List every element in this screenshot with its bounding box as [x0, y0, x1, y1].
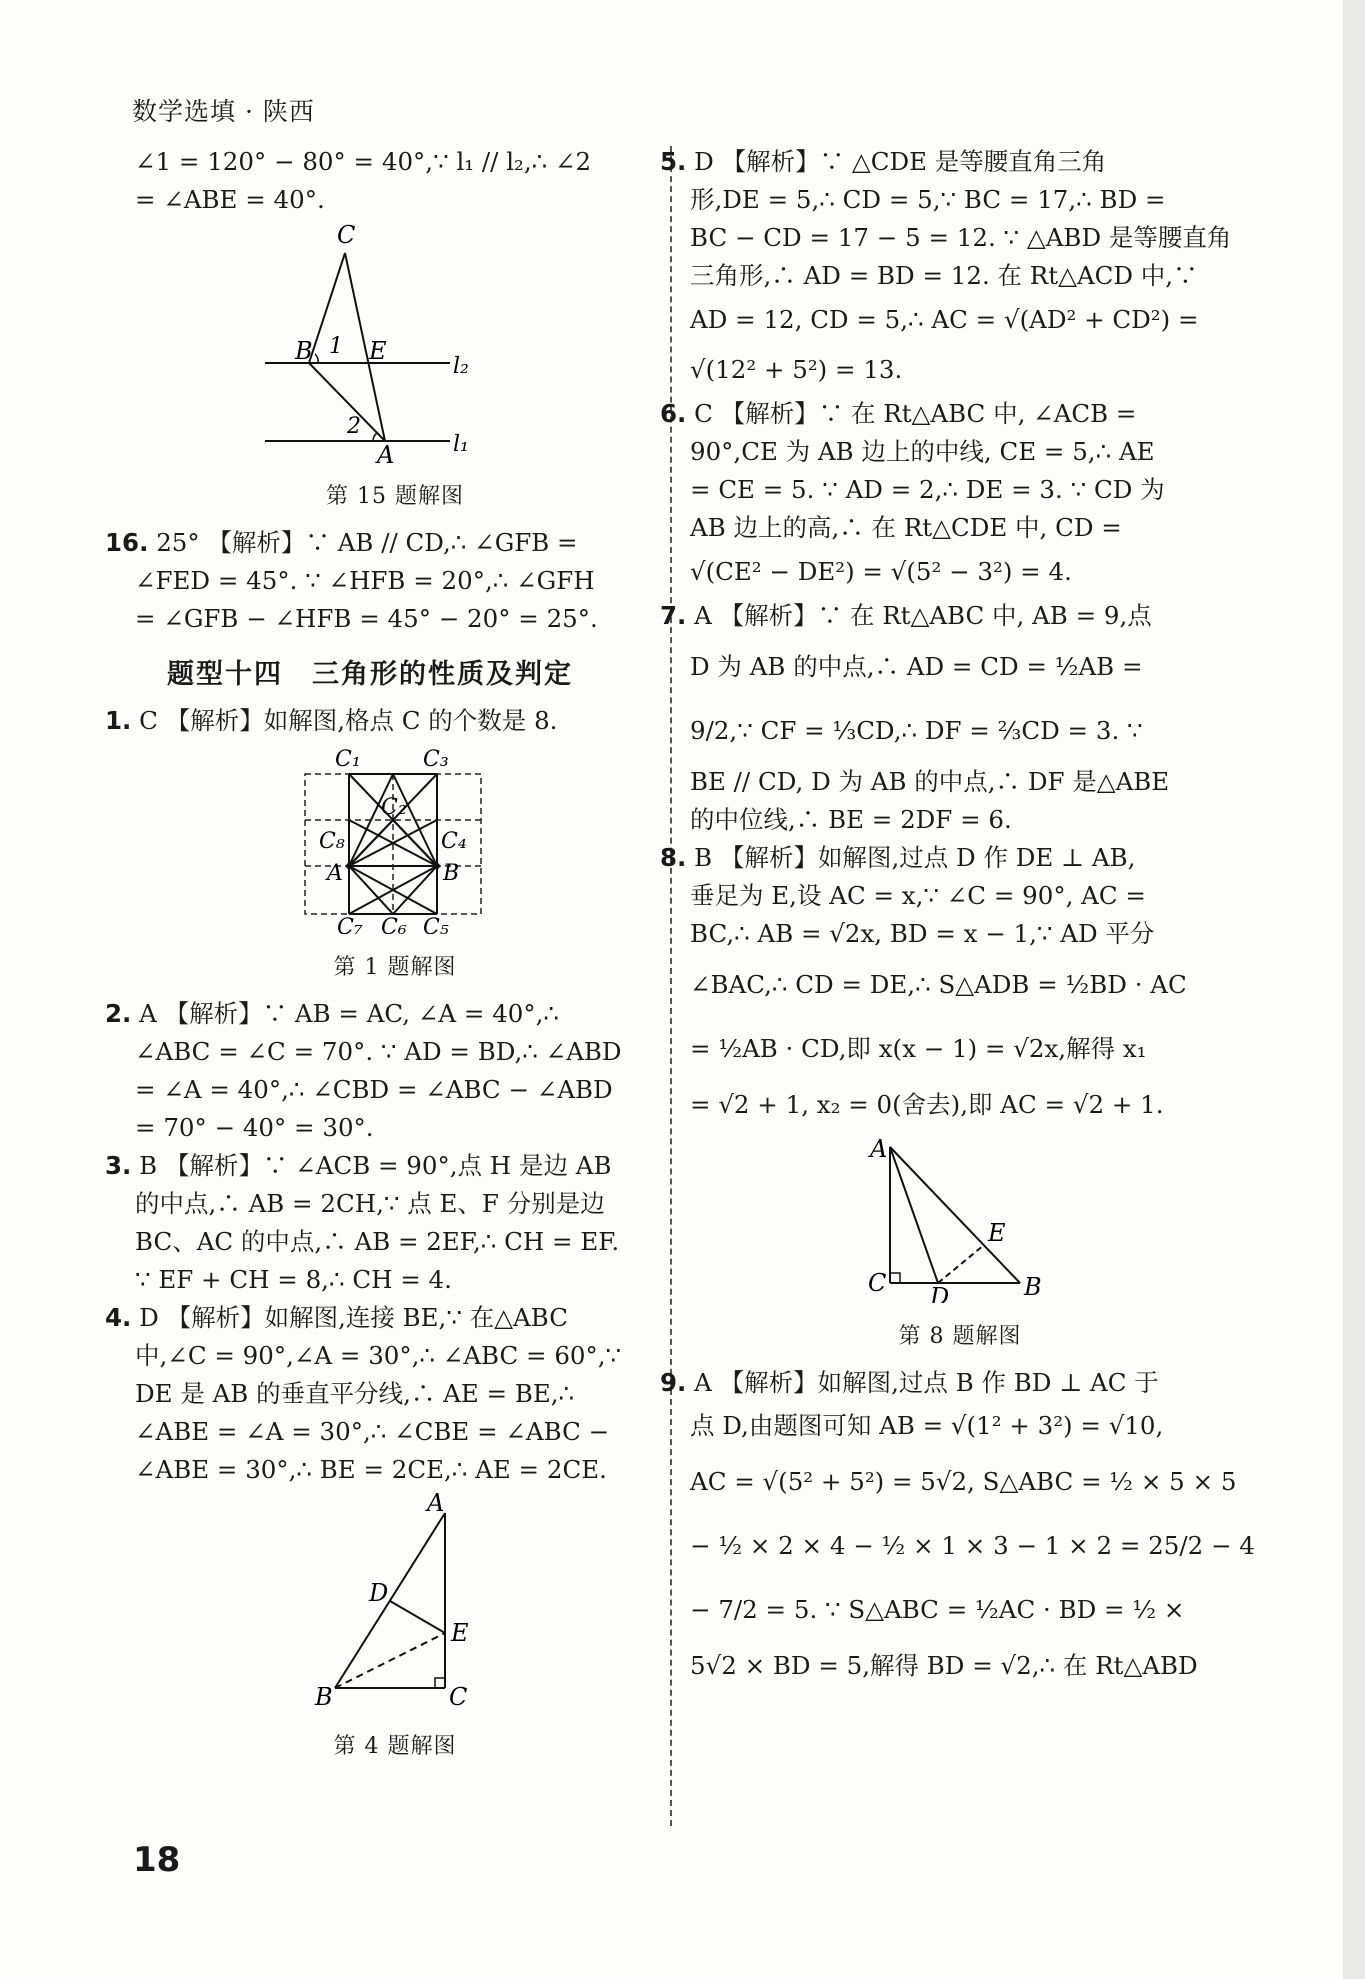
text-line: C 【解析】如解图,格点 C 的个数是 8.	[139, 706, 558, 735]
text-line: = ∠GFB − ∠HFB = 45° − 20° = 25°.	[135, 604, 598, 633]
text-line: BE // CD, D 为 AB 的中点,∴ DF 是△ABE	[690, 767, 1170, 796]
text-line: D 【解析】如解图,连接 BE,∵ 在△ABC	[139, 1303, 568, 1332]
text-line: BC − CD = 17 − 5 = 12. ∵ △ABD 是等腰直角	[690, 223, 1232, 252]
text-line: ∠ABE = 30°,∴ BE = 2CE,∴ AE = 2CE.	[135, 1455, 607, 1484]
fig4-label: C	[449, 1683, 468, 1711]
text-line: C 【解析】∵ 在 Rt△ABC 中, ∠ACB =	[694, 399, 1137, 428]
question-6	[660, 395, 1230, 433]
fig1-label: B	[443, 861, 460, 886]
text-line: AD = 12, CD = 5,∴ AC = √(AD² + CD²) =	[690, 305, 1199, 334]
fig1-label: C₅	[423, 915, 449, 934]
text-line: BC,∴ AB = √2x, BD = x − 1,∵ AD 平分	[690, 919, 1155, 948]
text-line: BC、AC 的中点,∴ AB = 2EF,∴ CH = EF.	[135, 1227, 620, 1256]
text-line: = √2 + 1, x₂ = 0(舍去),即 AC = √2 + 1.	[690, 1090, 1164, 1119]
fig8-label: A	[870, 1135, 888, 1163]
text-line: 中,∠C = 90°,∠A = 30°,∴ ∠ABC = 60°,∵	[135, 1341, 622, 1370]
fig15-label: l₂	[453, 354, 469, 379]
text-line: 5√2 × BD = 5,解得 BD = √2,∴ 在 Rt△ABD	[690, 1651, 1198, 1680]
figure-1-grid-diagram	[245, 744, 545, 934]
fig8-label: C	[868, 1269, 887, 1297]
text-line: B 【解析】如解图,过点 D 作 DE ⊥ AB,	[694, 843, 1136, 872]
text-line: = 70° − 40° = 30°.	[135, 1113, 374, 1142]
text-line: 的中位线,∴ BE = 2DF = 6.	[690, 805, 1012, 834]
text-line: − 7/2 = 5. ∵ S△ABC = ½AC · BD = ½ ×	[690, 1595, 1185, 1624]
figure-caption: 第 15 题解图	[326, 484, 464, 509]
question-2	[105, 995, 655, 1033]
fig15-label: E	[369, 337, 387, 365]
text-line: √(12² + 5²) = 13.	[690, 355, 903, 384]
question-number: 5.	[660, 147, 687, 176]
question-1	[105, 702, 655, 740]
fig15-label: A	[377, 441, 395, 463]
text-line: ∠FED = 45°. ∵ ∠HFB = 20°,∴ ∠GFH	[135, 566, 595, 595]
fig8-label: E	[988, 1219, 1006, 1247]
text-line: AB 边上的高,∴ 在 Rt△CDE 中, CD =	[690, 513, 1122, 542]
left-column	[105, 143, 655, 1774]
page-edge	[1343, 0, 1365, 1979]
text-line: AC = √(5² + 5²) = 5√2, S△ABC = ½ × 5 × 5	[690, 1467, 1237, 1496]
text-line: 9/2,∵ CF = ⅓CD,∴ DF = ⅔CD = 3. ∵	[690, 716, 1143, 745]
question-7	[660, 597, 1230, 635]
text-line: B 【解析】∵ ∠ACB = 90°,点 H 是边 AB	[139, 1151, 612, 1180]
right-column	[660, 143, 1255, 1690]
fig1-label: C₇	[337, 915, 363, 934]
fig15-label: C	[337, 223, 356, 249]
fig8-label: B	[1024, 1273, 1042, 1301]
page-number: 18	[133, 1840, 181, 1880]
fig1-label: C₈	[319, 829, 345, 854]
text-line: 点 D,由题图可知 AB = √(1² + 3²) = √10,	[690, 1411, 1164, 1440]
fig1-label: C₆	[381, 915, 407, 934]
text-line: = ∠ABE = 40°.	[135, 185, 325, 214]
figure-8-diagram	[850, 1133, 1070, 1303]
fig4-label: D	[369, 1579, 389, 1607]
fig1-label: A	[327, 861, 343, 886]
fig1-label: C₃	[423, 747, 449, 772]
question-3	[105, 1147, 655, 1185]
question-number: 16.	[105, 528, 149, 557]
fig15-label: B	[295, 337, 313, 365]
text-line: − ½ × 2 × 4 − ½ × 1 × 3 − 1 × 2 = 25/2 − 4	[690, 1531, 1255, 1560]
figure-4-diagram	[285, 1493, 505, 1713]
figure-caption: 第 4 题解图	[333, 1734, 457, 1759]
text-line: = CE = 5. ∵ AD = 2,∴ DE = 3. ∵ CD 为	[690, 475, 1165, 504]
text-line: 25° 【解析】∵ AB // CD,∴ ∠GFB =	[156, 528, 578, 557]
text-line: ∠ABC = ∠C = 70°. ∵ AD = BD,∴ ∠ABD	[135, 1037, 622, 1066]
fig8-label: D	[930, 1283, 950, 1303]
question-number: 2.	[105, 999, 132, 1028]
fig1-label: C₂	[381, 795, 407, 820]
text-line: ∠ABE = ∠A = 30°,∴ ∠CBE = ∠ABC −	[135, 1417, 610, 1446]
text-line: A 【解析】∵ 在 Rt△ABC 中, AB = 9,点	[694, 601, 1152, 630]
text-line: 垂足为 E,设 AC = x,∵ ∠C = 90°, AC =	[690, 881, 1146, 910]
figure-4	[135, 1493, 655, 1724]
text-line: ∠1 = 120° − 80° = 40°,∵ l₁ // l₂,∴ ∠2	[135, 147, 592, 176]
figure-1	[135, 744, 655, 945]
text-line: √(CE² − DE²) = √(5² − 3²) = 4.	[690, 557, 1072, 586]
fig15-label: 2	[347, 414, 361, 439]
text-line: 形,DE = 5,∴ CD = 5,∵ BC = 17,∴ BD =	[690, 185, 1166, 214]
question-number: 8.	[660, 843, 687, 872]
question-number: 4.	[105, 1303, 132, 1332]
text-line: 90°,CE 为 AB 边上的中线, CE = 5,∴ AE	[690, 437, 1155, 466]
figure-caption: 第 8 题解图	[898, 1324, 1022, 1349]
figure-15-diagram	[265, 223, 525, 463]
figure-8	[690, 1133, 1230, 1314]
fig15-label: l₁	[453, 432, 469, 457]
question-8	[660, 839, 1230, 877]
question-number: 6.	[660, 399, 687, 428]
text-line: ∵ EF + CH = 8,∴ CH = 4.	[135, 1265, 452, 1294]
question-number: 7.	[660, 601, 687, 630]
question-16	[105, 524, 655, 562]
text-line: A 【解析】如解图,过点 B 作 BD ⊥ AC 于	[694, 1368, 1159, 1397]
page-header: 数学选填 · 陕西	[132, 97, 315, 126]
text-line: D 为 AB 的中点,∴ AD = CD = ½AB =	[690, 652, 1143, 681]
fig15-label: 1	[329, 334, 343, 359]
text-line: D 【解析】∵ △CDE 是等腰直角三角	[694, 147, 1107, 176]
question-5	[660, 143, 1230, 181]
text-line: DE 是 AB 的垂直平分线,∴ AE = BE,∴	[135, 1379, 575, 1408]
text-line: 的中点,∴ AB = 2CH,∵ 点 E、F 分别是边	[135, 1189, 605, 1218]
fig4-label: E	[451, 1619, 469, 1647]
figure-caption: 第 1 题解图	[333, 955, 457, 980]
question-number: 3.	[105, 1151, 132, 1180]
question-number: 9.	[660, 1368, 687, 1397]
question-number: 1.	[105, 706, 132, 735]
figure-15	[135, 223, 655, 474]
fig1-label: C₁	[335, 747, 361, 772]
question-9	[660, 1364, 1230, 1402]
text-line: = ∠A = 40°,∴ ∠CBD = ∠ABC − ∠ABD	[135, 1075, 613, 1104]
text-line: = ½AB · CD,即 x(x − 1) = √2x,解得 x₁	[690, 1034, 1147, 1063]
question-4	[105, 1299, 655, 1337]
fig4-label: B	[315, 1683, 333, 1711]
text-line: ∠BAC,∴ CD = DE,∴ S△ADB = ½BD · AC	[690, 970, 1187, 999]
fig1-label: C₄	[441, 829, 467, 854]
text-line: 三角形,∴ AD = BD = 12. 在 Rt△ACD 中,∵	[690, 261, 1198, 290]
section-title: 题型十四 三角形的性质及判定	[167, 659, 573, 690]
text-line: A 【解析】∵ AB = AC, ∠A = 40°,∴	[139, 999, 559, 1028]
fig4-label: A	[427, 1493, 445, 1517]
